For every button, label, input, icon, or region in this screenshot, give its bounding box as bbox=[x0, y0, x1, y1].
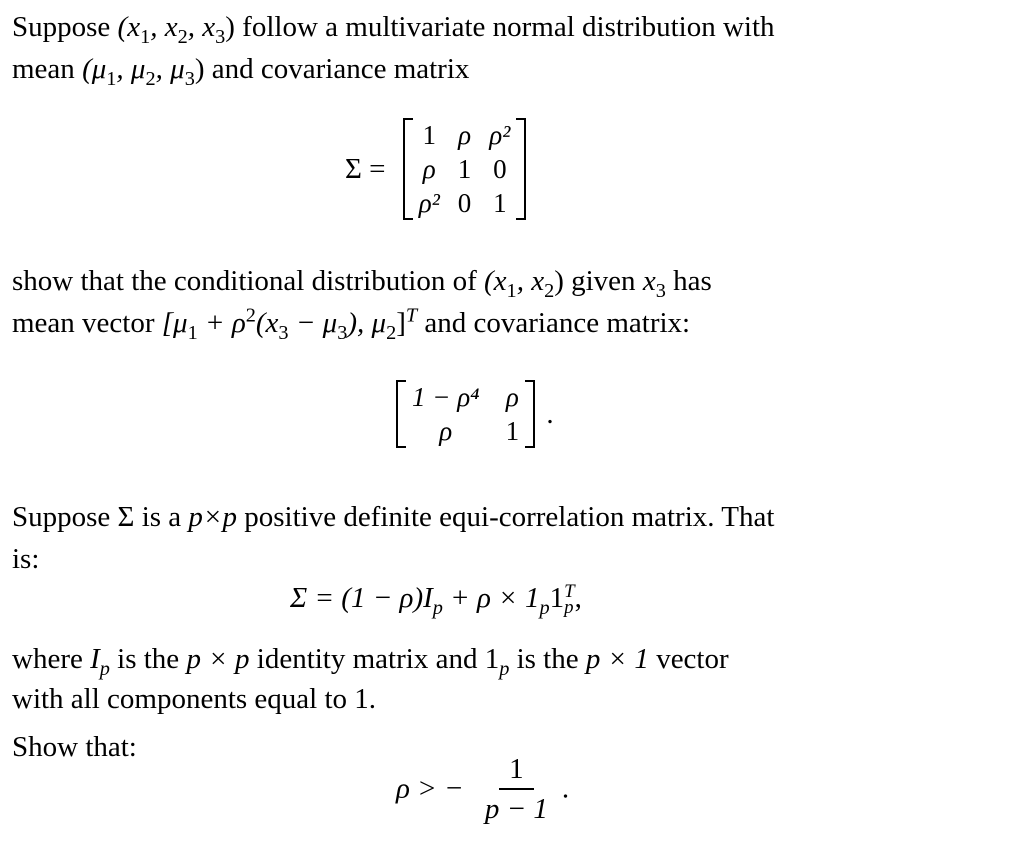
cell: 0 bbox=[457, 188, 472, 218]
cell: ρ bbox=[439, 416, 453, 446]
math-open: (x bbox=[484, 265, 507, 297]
show-that bbox=[12, 726, 137, 768]
cell: 1 − ρ⁴ bbox=[412, 382, 480, 412]
word-vector: vector bbox=[656, 643, 729, 675]
comma: , bbox=[574, 582, 582, 614]
text-is-the: is the bbox=[117, 643, 180, 675]
cell: ρ bbox=[505, 382, 519, 412]
denominator: p − 1 bbox=[484, 793, 548, 825]
sub-3: 3 bbox=[215, 25, 226, 48]
mv-2: + ρ bbox=[197, 307, 246, 339]
math-x-sep-1: , x bbox=[150, 11, 178, 43]
word-given: given bbox=[571, 265, 636, 297]
equi-equation bbox=[290, 581, 582, 619]
cell: 0 bbox=[493, 154, 507, 184]
intro-text-1: follow a multivariate normal distribution with bbox=[242, 11, 775, 43]
sub: 3 bbox=[655, 279, 666, 302]
right-bracket bbox=[525, 380, 535, 448]
sub-mu-1: 1 bbox=[106, 67, 117, 90]
cell: 1 bbox=[457, 154, 472, 184]
conditional-line-2 bbox=[12, 302, 690, 344]
text-show-that: Show that: bbox=[12, 731, 137, 763]
cell: ρ² bbox=[418, 188, 440, 218]
mv-6: ] bbox=[396, 307, 406, 339]
px1: p × 1 bbox=[585, 643, 649, 675]
cond-cov-grid bbox=[406, 380, 525, 448]
text-components: with all components equal to 1. bbox=[12, 683, 377, 715]
sup: 2 bbox=[245, 304, 256, 327]
left-bracket bbox=[403, 118, 413, 220]
sup-T: T bbox=[405, 304, 418, 327]
fraction bbox=[475, 752, 558, 826]
cell: 1 bbox=[493, 188, 507, 218]
sub-1: 1 bbox=[140, 25, 151, 48]
math-sep: , x bbox=[516, 265, 545, 297]
eq-part-2: + ρ × 1 bbox=[442, 582, 540, 614]
ineq-lhs: ρ > − bbox=[396, 772, 464, 805]
right-bracket bbox=[516, 118, 526, 220]
sub-p: p bbox=[432, 596, 443, 619]
sub: 3 bbox=[278, 321, 289, 344]
mv-4: − μ bbox=[288, 307, 338, 339]
cond-text-1: show that the conditional distribution of bbox=[12, 265, 477, 297]
intro-text-2: and covariance matrix bbox=[211, 53, 470, 85]
math-one: 1 bbox=[484, 643, 500, 675]
sub-p: p bbox=[539, 596, 550, 619]
sigma-grid bbox=[413, 118, 517, 220]
text-is-the-2: is the bbox=[516, 643, 579, 675]
math-mu-sep-1: , μ bbox=[116, 53, 146, 85]
sup-T: T bbox=[564, 581, 575, 603]
conditional-line-1 bbox=[12, 260, 712, 302]
intro-line-2 bbox=[12, 48, 469, 90]
sub: 2 bbox=[544, 279, 555, 302]
pxp: p×p bbox=[188, 501, 237, 533]
text-identity: identity matrix and bbox=[256, 643, 478, 675]
sub: 3 bbox=[337, 321, 348, 344]
math-x-close: ) bbox=[225, 11, 235, 43]
mv-5: ), μ bbox=[347, 307, 387, 339]
word-suppose: Suppose bbox=[12, 501, 111, 533]
sigma-lhs: Σ = bbox=[345, 152, 386, 185]
period: . bbox=[561, 772, 570, 805]
math-mu-open: (μ bbox=[82, 53, 107, 85]
cond-text-2: mean vector bbox=[12, 307, 155, 339]
intro-line-1 bbox=[12, 6, 775, 48]
period: . bbox=[546, 397, 554, 430]
conditional-cov-equation bbox=[396, 380, 554, 448]
sub-mu-2: 2 bbox=[145, 67, 156, 90]
word-where: where bbox=[12, 643, 83, 675]
numerator: 1 bbox=[499, 752, 534, 790]
sub-p: p bbox=[499, 657, 510, 680]
equi-line-2 bbox=[12, 538, 39, 580]
cell: ρ bbox=[422, 154, 436, 184]
cell: 1 bbox=[422, 120, 437, 150]
sub: 1 bbox=[187, 321, 198, 344]
math-mu-close: ) bbox=[194, 53, 205, 85]
cell: 1 bbox=[505, 416, 520, 446]
sub-p: p bbox=[99, 657, 110, 680]
left-bracket bbox=[396, 380, 406, 448]
script-stack bbox=[564, 581, 575, 619]
math-x-open: (x bbox=[117, 11, 141, 43]
math-mu-sep-2: , μ bbox=[155, 53, 185, 85]
cond-text-3: and covariance matrix: bbox=[424, 307, 691, 339]
sub: 2 bbox=[386, 321, 397, 344]
word-has: has bbox=[673, 265, 712, 297]
sub: 1 bbox=[506, 279, 517, 302]
word-mean: mean bbox=[12, 53, 75, 85]
sigma-equation bbox=[345, 118, 526, 220]
mv-1: [μ bbox=[161, 307, 188, 339]
sub-2: 2 bbox=[177, 25, 188, 48]
math-x-sep-2: , x bbox=[187, 11, 216, 43]
math-x: x bbox=[642, 265, 656, 297]
equi-text: positive definite equi-correlation matrix. That bbox=[244, 501, 775, 533]
eq-part-1: Σ = (1 − ρ)I bbox=[290, 582, 433, 614]
math-close: ) bbox=[554, 265, 564, 297]
cond-cov-matrix bbox=[396, 380, 535, 448]
where-line-2 bbox=[12, 678, 376, 720]
word-is: is: bbox=[12, 543, 40, 575]
cell: ρ² bbox=[489, 120, 511, 150]
cell: ρ bbox=[458, 120, 472, 150]
pxp: p × p bbox=[186, 643, 250, 675]
sigma-symbol: Σ bbox=[117, 501, 135, 533]
math-I: I bbox=[90, 643, 100, 675]
eq-part-3: 1 bbox=[549, 582, 565, 614]
text-is-a: is a bbox=[141, 501, 182, 533]
word-suppose: Suppose bbox=[12, 11, 111, 43]
sigma-matrix bbox=[403, 118, 527, 220]
where-line-1 bbox=[12, 638, 729, 680]
mv-3: (x bbox=[255, 307, 279, 339]
sub-p: p bbox=[564, 597, 574, 619]
equi-line-1 bbox=[12, 496, 774, 538]
final-inequality bbox=[396, 752, 569, 826]
sub-mu-3: 3 bbox=[184, 67, 195, 90]
